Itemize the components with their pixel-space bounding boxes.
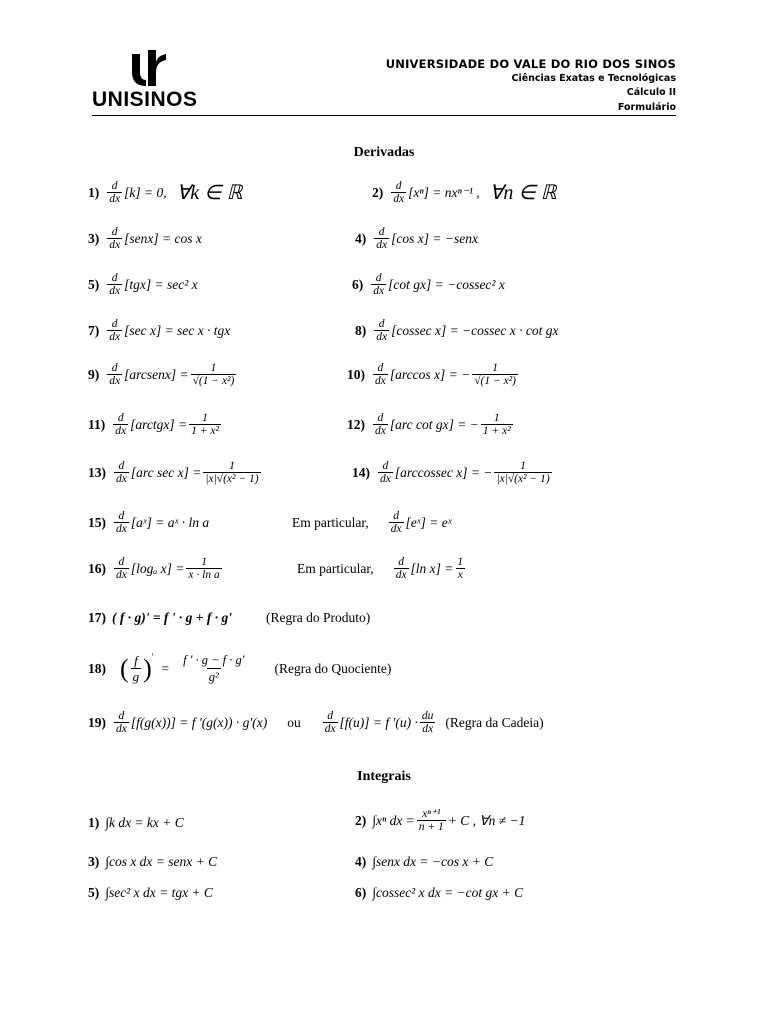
formula-condition: ∀k ∈ ℝ: [176, 182, 243, 204]
formula-number: 18): [88, 660, 106, 676]
integral-formula: [355, 808, 525, 833]
formula-expression: [senx] = cos x: [124, 230, 202, 246]
result-denominator: |x|√(x² − 1): [496, 473, 550, 485]
frac-denominator: dx: [109, 193, 121, 205]
rule-name: (Regra da Cadeia): [445, 714, 544, 730]
frac-numerator: d: [378, 226, 385, 238]
formula-number: 5): [88, 276, 100, 292]
integrais-title: Integrais: [357, 769, 411, 784]
result-numerator: 1: [457, 556, 464, 568]
frac-numerator: d: [398, 556, 404, 568]
formula-expression: [arc cot gx] = −: [389, 416, 479, 432]
university-header: [386, 57, 676, 115]
frac-denominator: dx: [393, 193, 405, 205]
frac-numerator: d: [118, 510, 125, 522]
quotient-rule: 18) ( $\frac{f}{g}$ ) ' = $\frac{f ' \cdot g - f \cdot g'}{\text{g²}}$ (Regra do Quociente): [88, 652, 392, 684]
frac-numerator: d: [118, 710, 125, 722]
frac-denominator: dx: [115, 425, 127, 437]
school-name: Ciências Exatas e Tecnológicas: [511, 72, 676, 84]
chain-rule: [88, 710, 544, 735]
unisinos-logo: [92, 50, 212, 112]
formula-number: 1): [88, 184, 100, 200]
derivadas-title: Derivadas: [353, 145, 415, 160]
frac-numerator: d: [327, 710, 333, 722]
formula-number: 1): [88, 815, 100, 830]
result-denominator: 1 + x²: [191, 425, 219, 437]
derivative-formula: [88, 556, 224, 581]
result-numerator: xⁿ⁺¹: [422, 808, 441, 820]
formula-number: 2): [355, 812, 367, 828]
frac-denominator: dx: [395, 569, 407, 581]
frac-numerator: d: [111, 318, 118, 330]
formula-expression: [logₐ x] =: [130, 560, 185, 576]
formula-expression: ∫cossec² x dx = −cot gx + C: [372, 885, 524, 900]
frac-denominator: dx: [109, 375, 121, 387]
formula-expression: ∫xⁿ dx =: [372, 812, 415, 828]
header-rule: [92, 115, 676, 116]
frac-denominator: dx: [116, 723, 127, 735]
formula-expression: [xⁿ] = nxⁿ⁻¹ ,: [408, 184, 480, 200]
formula-expression: ∫cos x dx = senx + C: [105, 854, 218, 869]
integral-formula: [355, 885, 523, 901]
particular-label: Em particular,: [297, 560, 374, 576]
formula-number: 9): [88, 366, 100, 382]
formula-number: 5): [88, 885, 100, 900]
derivative-formula: [88, 180, 242, 205]
result-numerator: 1: [229, 460, 235, 472]
result-numerator: 1: [210, 362, 217, 374]
frac-numerator: d: [375, 272, 382, 284]
result-denominator: |x|√(x² − 1): [205, 473, 259, 485]
frac-denominator: dx: [109, 285, 121, 297]
formula-expression: ∫senx dx = −cos x + C: [372, 854, 494, 869]
equals-sign: =: [161, 660, 170, 676]
frac-numerator: d: [118, 460, 125, 472]
frac-numerator: d: [111, 362, 118, 374]
formula-expression: [f(g(x))] = f '(g(x)) · g'(x): [130, 714, 268, 730]
formula-expression: [arcsenx] =: [124, 366, 189, 382]
frac-denominator: dx: [116, 473, 127, 485]
frac-denominator: dx: [375, 425, 386, 437]
formula-expression: [eˣ] = eˣ: [405, 514, 452, 530]
product-rule: [88, 610, 370, 626]
particular-label: Em particular,: [292, 514, 369, 530]
derivative-formula: [88, 318, 230, 343]
formula-expression: [cos x] = −senx: [391, 230, 478, 246]
derivative-formula: [347, 362, 520, 387]
formula-number: 6): [352, 276, 364, 292]
result-denominator: n + 1: [418, 821, 444, 833]
particular-case: [297, 556, 467, 581]
or-label: ou: [287, 714, 301, 730]
formula-number: 11): [88, 416, 106, 432]
particular-case: [292, 510, 452, 535]
derivative-formula: [352, 272, 505, 297]
result-numerator: 1: [493, 412, 500, 424]
integral-formula: [355, 854, 493, 870]
rule-name: (Regra do Produto): [266, 610, 371, 625]
derivative-formula: [88, 272, 198, 297]
result-denominator: x: [457, 569, 463, 581]
formula-number: 4): [355, 854, 367, 869]
result-numerator: 1: [520, 460, 526, 472]
frac-denominator: dx: [116, 523, 127, 535]
derivative-formula: [355, 318, 559, 343]
frac-denominator: dx: [109, 331, 121, 343]
frac-numerator: d: [118, 556, 125, 568]
formula-number: 12): [347, 416, 365, 432]
formula-number: 10): [347, 366, 365, 382]
formula-number: 4): [355, 230, 367, 246]
result-numerator: 1: [201, 556, 207, 568]
logo-text: UNISINOS: [92, 88, 198, 111]
integral-formula: [88, 885, 213, 901]
derivative-formula: [355, 226, 478, 251]
formula-expression: [arccos x] = −: [389, 366, 471, 382]
result-denominator: √(1 − x²): [192, 375, 235, 387]
formula-number: 7): [88, 322, 100, 338]
frac-numerator: d: [111, 180, 118, 192]
derivative-formula: [88, 510, 209, 535]
result-denominator: √(1 − x²): [474, 375, 516, 387]
frac-numerator: d: [117, 412, 124, 424]
formula-expression: [tgx] = sec² x: [124, 276, 198, 292]
frac-denominator: dx: [116, 569, 127, 581]
derivative-formula: [88, 460, 263, 485]
result-numerator: 1: [202, 412, 208, 424]
result-numerator: du: [421, 710, 434, 722]
frac-denominator: dx: [376, 239, 388, 251]
formula-expression: ∫sec² x dx = tgx + C: [105, 885, 213, 900]
derivative-formula: [88, 226, 202, 251]
formula-number: 3): [88, 854, 100, 869]
formula-number: 2): [372, 184, 384, 200]
formula-number: 13): [88, 464, 106, 480]
formula-number: 14): [352, 464, 370, 480]
formula-number: 6): [355, 885, 367, 900]
formula-number: 16): [88, 560, 106, 576]
result-numerator: f ' · g − f · g': [183, 653, 245, 667]
formula-expression: [k] = 0,: [124, 184, 167, 200]
formula-number: 15): [88, 514, 106, 530]
integral-formula: [88, 854, 217, 870]
result-denominator: g²: [208, 670, 219, 684]
integral-formula: [88, 815, 184, 831]
derivative-formula: [372, 180, 557, 205]
formula-expression: [cot gx] = −cossec² x: [388, 276, 505, 292]
frac-denominator: g: [132, 669, 140, 684]
formula-number: 8): [355, 322, 367, 338]
frac-numerator: d: [395, 180, 402, 192]
frac-denominator: dx: [390, 523, 402, 535]
formula-number: 19): [88, 714, 106, 730]
result-denominator: x · ln a: [188, 569, 220, 581]
formula-expression: [aˣ] = aˣ · ln a: [130, 514, 210, 530]
frac-numerator: d: [393, 510, 399, 522]
formula-number: 17): [88, 610, 106, 625]
rule-name: (Regra do Quociente): [274, 660, 392, 676]
frac-denominator: dx: [376, 331, 388, 343]
formula-expression: [sec x] = sec x · tgx: [124, 322, 231, 338]
derivative-formula: [88, 362, 238, 387]
derivative-formula: [88, 412, 223, 437]
derivative-formula: [352, 460, 554, 485]
formula-expression: [cossec x] = −cossec x · cot gx: [391, 322, 559, 338]
formula-expression: ( f · g)' = f ' · g + f · g': [112, 610, 232, 625]
frac-numerator: d: [377, 362, 384, 374]
formula-expression: [ln x] =: [410, 560, 454, 576]
frac-numerator: d: [382, 460, 389, 472]
frac-numerator: d: [378, 318, 385, 330]
formula-expression: [f(u)] = f '(u) ·: [339, 714, 418, 730]
result-denominator: dx: [422, 723, 434, 735]
frac-denominator: dx: [375, 375, 386, 387]
formula-expression: [arctgx] =: [130, 416, 188, 432]
frac-numerator: d: [377, 412, 384, 424]
document-name: Formulário: [617, 101, 676, 113]
frac-numerator: f: [134, 653, 138, 668]
result-numerator: 1: [492, 362, 498, 374]
frac-denominator: dx: [373, 285, 385, 297]
formula-expression: [arccossec x] = −: [394, 464, 493, 480]
frac-denominator: dx: [380, 473, 391, 485]
unisinos-logo-mark: [130, 50, 170, 86]
frac-denominator: dx: [109, 239, 121, 251]
formula-condition: ∀n ∈ ℝ: [489, 182, 557, 204]
formula-number: 3): [88, 230, 100, 246]
university-name: UNIVERSIDADE DO VALE DO RIO DOS SINOS: [385, 57, 676, 71]
result-denominator: 1 + x²: [482, 425, 511, 437]
frac-numerator: d: [111, 272, 118, 284]
formula-expression: ∫k dx = kx + C: [105, 815, 184, 830]
frac-denominator: dx: [324, 723, 336, 735]
derivative-formula: [347, 412, 515, 437]
frac-numerator: d: [111, 226, 118, 238]
formula-tail: + C , ∀n ≠ −1: [447, 812, 526, 828]
course-name: Cálculo II: [626, 87, 676, 98]
formula-expression: [arc sec x] =: [130, 464, 202, 480]
